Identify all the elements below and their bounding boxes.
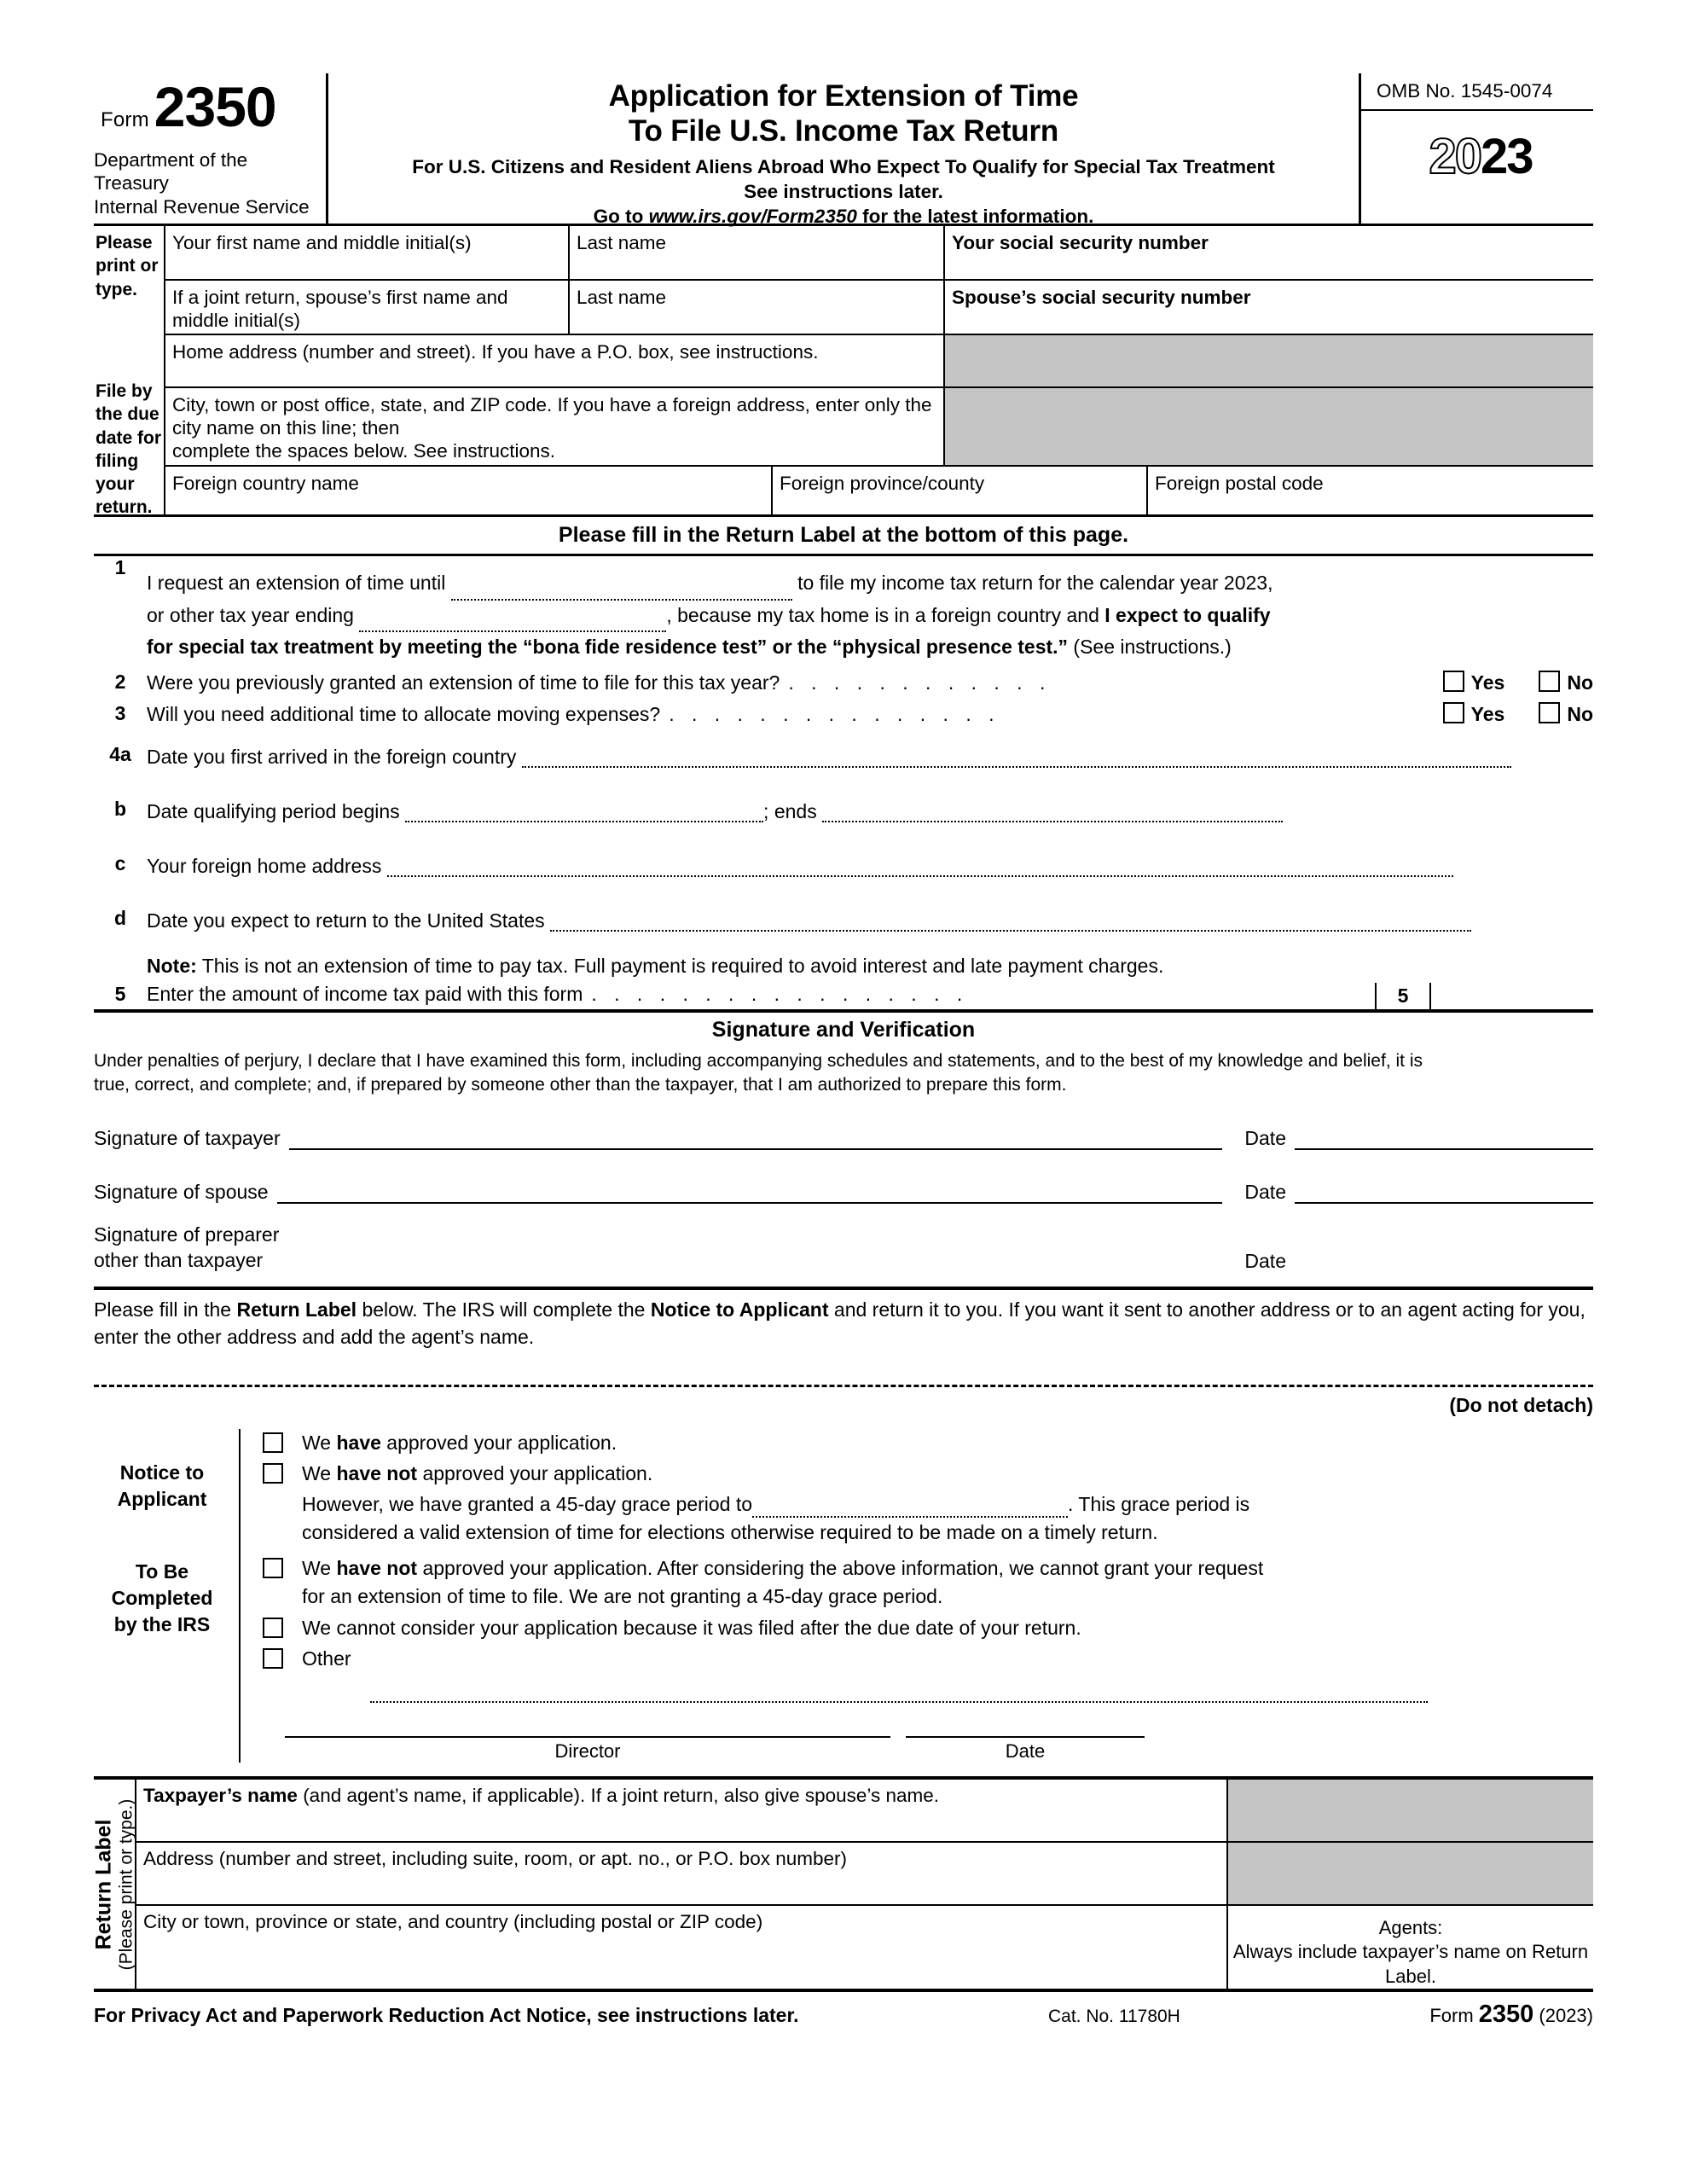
line-4d-label: Date you expect to return to the United States <box>147 909 545 932</box>
perjury-line-2: true, correct, and complete; and, if prepared by someone other than the taxpayer, that I am authorized to prepare this form. <box>94 1074 1067 1095</box>
line-5-label: Enter the amount of income tax paid with this form <box>147 982 583 1005</box>
line-1-label-g: (See instructions.) <box>1068 636 1232 659</box>
field-spouse-first-name[interactable]: If a joint return, spouse’s first name and middle initial(s) <box>165 281 570 335</box>
line-4b-ends-label: ; ends <box>763 799 817 822</box>
line-1-text <box>147 556 1593 663</box>
return-label-name-rest: (and agent’s name, if applicable). If a joint return, also give spouse’s name. <box>297 1784 940 1806</box>
return-label-agents-note <box>1226 1906 1593 1989</box>
field-your-last-name[interactable]: Last name <box>570 226 945 281</box>
director-caption-row <box>263 1738 1593 1763</box>
goto-suffix: for the latest information. <box>856 206 1094 228</box>
footer-form-year: (2023) <box>1533 2005 1593 2027</box>
department-label <box>94 148 326 218</box>
form-subtitle-2: See instructions later. <box>744 180 943 202</box>
line-4a <box>94 726 1593 769</box>
agents-line-2: Always include taxpayer’s name on Return Label. <box>1232 1941 1589 1987</box>
line-2-yes-checkbox[interactable] <box>1443 671 1464 692</box>
return-label-row-address <box>136 1843 1593 1906</box>
signature-preparer-label <box>94 1223 287 1273</box>
irs-other-label: Other <box>302 1647 351 1670</box>
file-by-line-5: your <box>96 474 135 495</box>
tax-year-box <box>1361 111 1593 203</box>
id-fields <box>165 226 1593 514</box>
line-2-question: Were you previously granted an extension of time to file for this tax year? <box>147 671 780 694</box>
shaded-area-upper <box>945 335 1593 388</box>
return-label-shade-upper <box>1226 1780 1593 1843</box>
line-4c <box>94 823 1593 878</box>
return-label-fields <box>136 1780 1593 1989</box>
to-be-completed-label <box>94 1559 230 1638</box>
line-5-dot-leader: . . . . . . . . . . . . . . . . . <box>591 982 969 1005</box>
line-3-yes-checkbox[interactable] <box>1443 702 1464 723</box>
line-3-dot-leader: . . . . . . . . . . . . . . . <box>669 702 1000 725</box>
form-header <box>94 73 1593 226</box>
irs-late-filed-checkbox[interactable] <box>263 1618 283 1638</box>
form-subtitle-1: For U.S. Citizens and Resident Aliens Abroad Who Expect To Qualify for Special Tax Treatment <box>412 155 1275 177</box>
director-signature-row <box>263 1707 1593 1738</box>
form-sheet <box>91 73 1593 2029</box>
file-by-line-2: the due <box>96 404 159 425</box>
irs-other-input[interactable] <box>370 1673 1428 1703</box>
irs-not-approved-grace-checkbox[interactable] <box>263 1463 283 1484</box>
irs-denied-post: approved your application. After considering the above information, we cannot grant your request <box>417 1557 1264 1580</box>
irs-checkbox-list <box>241 1429 1593 1763</box>
irs-denied-text <box>302 1554 1593 1610</box>
return-label-vertical-text <box>92 1798 137 1970</box>
irs-approved-pre: We <box>302 1431 337 1454</box>
irs-approved-checkbox[interactable] <box>263 1432 283 1453</box>
signature-row-spouse <box>94 1150 1593 1204</box>
irs-grace-bold: have not <box>336 1462 418 1485</box>
please-print-line-2: print or <box>96 256 159 276</box>
irs-option-other <box>263 1645 1593 1706</box>
form-number: 2350 <box>154 75 276 138</box>
director-caption: Director <box>554 1740 621 1762</box>
line-4a-label: Date you first arrived in the foreign country <box>147 745 517 768</box>
line-2-no-label: No <box>1567 671 1593 694</box>
line-4d-number: d <box>113 906 127 929</box>
return-label-instruction <box>94 1287 1593 1350</box>
line-2-no-checkbox[interactable] <box>1539 671 1560 692</box>
tax-year-century: 20 <box>1429 129 1481 184</box>
irs-other-text <box>302 1645 1593 1703</box>
numbered-lines-section <box>94 556 1593 1013</box>
line-1-label-e: I expect to qualify <box>1104 603 1271 626</box>
privacy-act-notice: For Privacy Act and Paperwork Reduction Act Notice, see instructions later. <box>94 2004 799 2027</box>
form-title-line-1: Application for Extension of Time <box>608 79 1079 113</box>
irs-late-filed-text: We cannot consider your application because it was filed after the due date of your return. <box>302 1616 1081 1639</box>
line-4a-number: 4a <box>109 742 131 765</box>
note-text: This is not an extension of time to pay tax. Full payment is required to avoid interest and late payment charges. <box>196 954 1164 977</box>
catalog-number: Cat. No. 11780H <box>1047 2007 1180 2027</box>
irs-grace-line2-b: . This grace period is <box>1068 1493 1250 1516</box>
return-label-block <box>91 1776 1593 1993</box>
return-label-side <box>91 1780 136 1989</box>
line-4c-input[interactable] <box>387 852 1453 877</box>
line-3-row <box>147 694 1593 726</box>
field-foreign-province[interactable]: Foreign province/county <box>773 467 1148 514</box>
line-4c-label: Your foreign home address <box>147 854 382 877</box>
line-5-amount-input[interactable] <box>1431 983 1593 1009</box>
line-1-label-f: for special tax treatment by meeting the “bona fide residence test” or the “physical presence test.” <box>147 636 1069 659</box>
line-4b-number: b <box>113 797 127 820</box>
line-3-answers <box>1443 702 1593 726</box>
line-4d <box>94 878 1593 932</box>
line-4b-begin-input[interactable] <box>405 798 763 822</box>
field-spouse-ssn[interactable]: Spouse’s social security number <box>945 281 1593 335</box>
city-label-line-2: complete the spaces below. See instructions. <box>172 440 556 462</box>
notice-to-applicant-line-1: Notice to <box>119 1461 205 1484</box>
irs-option-approved <box>263 1429 1593 1461</box>
line-1-label-b: to file my income tax return for the calendar year 2023, <box>797 572 1273 594</box>
signature-preparer-label-line-1: Signature of preparer <box>94 1223 280 1246</box>
please-print-line-1: Please <box>96 233 153 253</box>
line-5 <box>94 983 1593 1013</box>
irs-grace-date-input[interactable] <box>752 1488 1068 1518</box>
signature-row-preparer <box>94 1204 1593 1273</box>
signature-taxpayer-date-input[interactable] <box>1295 1147 1593 1150</box>
irs-option-not-approved-grace <box>263 1460 1593 1549</box>
irs-denied-line-2: for an extension of time to file. We are not granting a 45-day grace period. <box>302 1585 943 1608</box>
address-row-city <box>165 388 1593 467</box>
footer-form-word: Form <box>1429 2005 1479 2027</box>
notice-to-applicant-label <box>94 1460 230 1513</box>
field-spouse-last-name[interactable]: Last name <box>570 281 945 335</box>
line-2-dot-leader: . . . . . . . . . . . . <box>788 671 1052 694</box>
line-1 <box>94 556 1593 663</box>
line-1-number: 1 <box>114 556 126 578</box>
irs-notice-block <box>94 1429 1593 1763</box>
tax-year-short: 23 <box>1481 129 1533 184</box>
line-3-question: Will you need additional time to allocate moving expenses? <box>147 702 661 725</box>
return-label-subtitle: (Please print or type.) <box>116 1798 136 1970</box>
signature-preparer-date-input[interactable] <box>1295 1272 1593 1273</box>
line-1-row-a <box>147 568 1593 601</box>
to-be-completed-line-3: by the IRS <box>113 1612 211 1635</box>
rl-instruction-bold-2: Notice to Applicant <box>650 1298 829 1321</box>
header-form-identity <box>94 73 328 224</box>
department-line-1: Department of the Treasury <box>94 148 248 195</box>
line-5-box-number: 5 <box>1375 983 1431 1009</box>
irs-grace-post: approved your application. <box>417 1462 653 1485</box>
line-3-yes-label: Yes <box>1470 702 1505 725</box>
line-4b <box>94 769 1593 823</box>
tax-year <box>1429 129 1533 184</box>
please-print-note <box>96 231 159 301</box>
irs-grace-line-3: considered a valid extension of time for elections otherwise required to be made on a timely return. <box>302 1520 1158 1543</box>
signature-preparer-input[interactable] <box>287 1272 1222 1273</box>
rl-instruction-post: and return it to you. If you want it sent to another address or to an agent acting for you, enter the other address and add the agent’s name. <box>94 1298 1586 1348</box>
line-1-tax-year-input[interactable] <box>359 601 666 633</box>
signature-row-taxpayer <box>94 1096 1593 1150</box>
footer-form-number: 2350 <box>1478 2001 1534 2029</box>
signature-section-title: Signature and Verification <box>711 1017 976 1042</box>
address-row-home <box>165 335 1593 388</box>
header-title-block <box>328 73 1361 228</box>
rl-instruction-pre: Please fill in the <box>94 1298 237 1321</box>
irs-denied-bold: have not <box>336 1557 418 1580</box>
field-city-state-zip[interactable] <box>165 388 945 467</box>
please-print-line-3: type. <box>96 279 138 299</box>
irs-approved-post: approved your application. <box>380 1431 617 1454</box>
line-4a-input[interactable] <box>522 743 1511 768</box>
signature-spouse-date-label: Date <box>1244 1181 1286 1204</box>
line-1-label-a: I request an extension of time until <box>147 572 446 594</box>
irs-not-approved-grace-text <box>302 1460 1593 1546</box>
signature-taxpayer-input[interactable] <box>289 1147 1223 1150</box>
signature-taxpayer-date-label: Date <box>1244 1127 1286 1150</box>
header-omb-block <box>1361 73 1593 224</box>
note-bold-label: Note: <box>147 954 197 977</box>
goto-prefix: Go to <box>593 206 649 228</box>
file-by-line-4: filing <box>96 450 139 471</box>
irs-other-checkbox[interactable] <box>263 1648 283 1669</box>
line-4b-end-input[interactable] <box>822 798 1283 822</box>
irs-url[interactable]: www.irs.gov/Form2350 <box>648 206 857 228</box>
return-label-row-city <box>136 1906 1593 1989</box>
name-row-spouse <box>165 281 1593 335</box>
signature-preparer-label-line-2: other than taxpayer <box>94 1248 264 1271</box>
file-by-line-1: File by <box>96 381 153 401</box>
form-subtitle-3 <box>333 204 1354 229</box>
shaded-area-lower <box>945 388 1593 467</box>
line-3 <box>94 694 1593 726</box>
signature-taxpayer-label: Signature of taxpayer <box>94 1127 281 1150</box>
to-be-completed-line-2: Completed <box>111 1586 213 1609</box>
omb-number: OMB No. 1545-0074 <box>1361 73 1593 111</box>
irs-grace-pre: We <box>302 1462 337 1485</box>
line-2-row <box>147 663 1593 694</box>
department-line-2: Internal Revenue Service <box>94 195 310 218</box>
signature-section <box>94 1013 1593 1350</box>
to-be-completed-line-1: To Be <box>135 1560 189 1583</box>
return-label-name-bold: Taxpayer’s name <box>143 1784 298 1806</box>
return-label-row-name <box>136 1780 1593 1843</box>
city-label-line-1: City, town or post office, state, and ZIP code. If you have a foreign address, enter only the city name on this line; then <box>172 394 932 439</box>
director-date-caption: Date <box>1005 1740 1046 1762</box>
line-1-row-c <box>147 632 1593 663</box>
irs-grace-line-1 <box>302 1460 1593 1488</box>
file-by-line-3: date for <box>96 427 162 448</box>
irs-grace-line-2 <box>302 1488 1593 1519</box>
footer-form-id <box>1429 2001 1593 2029</box>
line-4d-input[interactable] <box>550 907 1471 932</box>
line-3-no-checkbox[interactable] <box>1539 702 1560 723</box>
irs-denied-line-1 <box>302 1554 1593 1583</box>
form-title-line-2: To File U.S. Income Tax Return <box>628 114 1059 148</box>
line-2 <box>94 663 1593 694</box>
field-your-ssn[interactable]: Your social security number <box>945 226 1593 281</box>
do-not-detach-note: (Do not detach) <box>1449 1393 1593 1416</box>
return-label-title: Return Label <box>91 1819 116 1949</box>
file-by-line-6: return. <box>96 497 153 518</box>
return-label-city[interactable]: City or town, province or state, and country (including postal or ZIP code) <box>143 1910 763 1932</box>
return-label-shade-lower <box>1226 1843 1593 1906</box>
irs-denied-checkbox[interactable] <box>263 1558 283 1578</box>
payment-note <box>94 932 1593 978</box>
line-3-number: 3 <box>114 701 126 724</box>
return-label-banner: Please fill in the Return Label at the bottom of this page. <box>94 517 1593 556</box>
field-foreign-country[interactable]: Foreign country name <box>165 467 773 514</box>
signature-preparer-date-label: Date <box>1244 1250 1286 1273</box>
address-row-foreign <box>165 467 1593 514</box>
form-footer <box>94 1992 1593 2029</box>
id-side-instructions <box>94 226 165 518</box>
irs-option-late-filed <box>263 1614 1593 1646</box>
name-row-taxpayer <box>165 226 1593 281</box>
signature-spouse-label: Signature of spouse <box>94 1181 269 1204</box>
line-2-number: 2 <box>114 670 126 693</box>
notice-to-applicant-line-2: Applicant <box>117 1487 207 1510</box>
line-1-row-b <box>147 601 1593 633</box>
line-3-no-label: No <box>1567 702 1593 725</box>
irs-approved-bold: have <box>336 1431 381 1454</box>
irs-option-denied <box>263 1549 1593 1613</box>
line-4b-label: Date qualifying period begins <box>147 799 400 822</box>
line-1-date-input[interactable] <box>451 568 792 601</box>
file-by-due-date-note <box>96 380 161 520</box>
line-2-answers <box>1443 671 1593 694</box>
signature-spouse-input[interactable] <box>277 1201 1223 1204</box>
detach-area <box>94 1350 1593 1417</box>
signature-spouse-date-input[interactable] <box>1295 1201 1593 1204</box>
irs-approved-text <box>302 1429 1593 1457</box>
line-1-label-d: , because my tax home is in a foreign country and <box>666 603 1105 626</box>
line-4c-number: c <box>114 851 126 874</box>
line-2-yes-label: Yes <box>1470 671 1505 694</box>
agents-line-1: Agents: <box>1378 1916 1443 1938</box>
line-1-label-c: or other tax year ending <box>147 603 354 626</box>
field-foreign-postal-code[interactable]: Foreign postal code <box>1155 473 1324 494</box>
rl-instruction-mid: below. The IRS will complete the <box>357 1298 651 1321</box>
irs-grace-line2-a: However, we have granted a 45-day grace period to <box>302 1493 753 1516</box>
perjury-line-1: Under penalties of perjury, I declare that I have examined this form, including accompanying schedules and statements, and to the best of my knowledge and belief, it is <box>94 1050 1423 1071</box>
taxpayer-identification-block <box>94 226 1593 517</box>
field-your-first-name[interactable]: Your first name and middle initial(s) <box>165 226 570 281</box>
perjury-statement <box>94 1048 1593 1096</box>
line-5-number: 5 <box>114 982 126 1005</box>
irs-denied-pre: We <box>302 1557 337 1580</box>
field-home-address[interactable]: Home address (number and street). If you have a P.O. box, see instructions. <box>165 335 945 388</box>
rl-instruction-bold-1: Return Label <box>236 1298 357 1321</box>
form-word-label: Form <box>101 108 149 131</box>
return-label-address[interactable]: Address (number and street, including suite, room, or apt. no., or P.O. box number) <box>136 1843 1226 1906</box>
form-number-group <box>101 75 276 138</box>
irs-block-labels <box>94 1429 241 1763</box>
return-label-taxpayer-name[interactable] <box>136 1780 1226 1843</box>
